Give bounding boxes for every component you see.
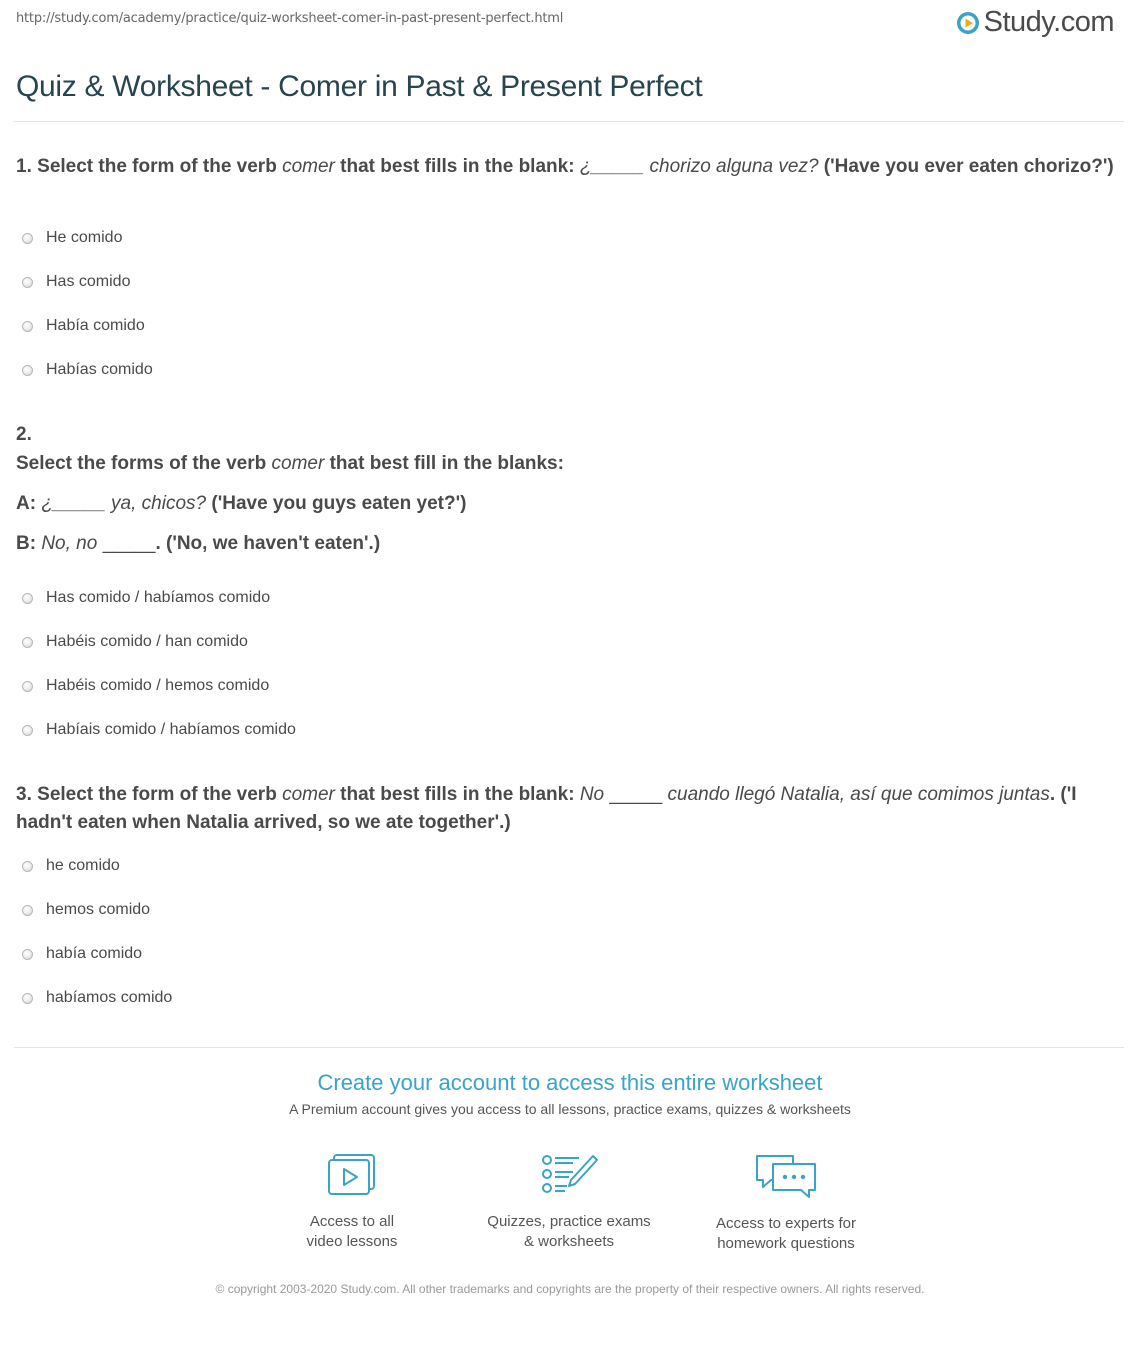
question-3-option[interactable]: habíamos comido (22, 987, 172, 1009)
create-account-link[interactable]: Create your account to access this entire worksheet (317, 1070, 823, 1095)
radio-button[interactable] (22, 905, 33, 916)
question-3-option[interactable]: he comido (22, 855, 120, 877)
question-2-option[interactable]: Habíais comido / habíamos comido (22, 719, 296, 741)
study-play-icon (955, 10, 981, 36)
radio-button[interactable] (22, 365, 33, 376)
radio-button[interactable] (22, 725, 33, 736)
divider (14, 121, 1124, 122)
logo-text: Study.com (983, 6, 1114, 38)
video-lessons-icon (326, 1152, 378, 1198)
page-url: http://study.com/academy/practice/quiz-worksheet-comer-in-past-present-perfect.html (16, 11, 564, 26)
study-logo[interactable] (955, 6, 1114, 39)
question-2-option[interactable]: Has comido / habíamos comido (22, 587, 270, 609)
question-1-option[interactable]: He comido (22, 227, 122, 249)
question-3-prompt: 3. Select the form of the verb comer that best fills in the blank: No _____ cuando llegó Natalia, así que comimos juntas. ('I hadn't eaten when Natalia arrived, so we ate together'.) (16, 784, 1077, 833)
question-2-line-a: A: ¿_____ ya, chicos? ('Have you guys eaten yet?') (16, 493, 467, 514)
quiz-checklist-icon (539, 1152, 599, 1198)
question-3-option[interactable]: había comido (22, 943, 142, 965)
radio-button[interactable] (22, 861, 33, 872)
feature-quizzes: Quizzes, practice exams & worksheets (469, 1152, 669, 1252)
feature-video-lessons: Access to all video lessons (252, 1152, 452, 1252)
question-1-option[interactable]: Has comido (22, 271, 130, 293)
radio-button[interactable] (22, 949, 33, 960)
feature-experts: Access to experts for homework questions (686, 1152, 886, 1254)
radio-button[interactable] (22, 277, 33, 288)
premium-description: A Premium account gives you access to all lessons, practice exams, quizzes & worksheets (289, 1101, 851, 1117)
radio-button[interactable] (22, 681, 33, 692)
radio-button[interactable] (22, 993, 33, 1004)
page-title: Quiz & Worksheet - Comer in Past & Present Perfect (16, 70, 703, 103)
question-2-option[interactable]: Habéis comido / hemos comido (22, 675, 269, 697)
radio-button[interactable] (22, 593, 33, 604)
copyright-text: © copyright 2003-2020 Study.com. All other trademarks and copyrights are the property of their respective owners. All rights reserved. (215, 1282, 925, 1296)
question-2-line-b: B: No, no _____. ('No, we haven't eaten'.) (16, 533, 381, 554)
question-1-option[interactable]: Habías comido (22, 359, 153, 381)
question-2-prompt: Select the forms of the verb comer that best fill in the blanks: (16, 453, 564, 474)
question-3-option[interactable]: hemos comido (22, 899, 150, 921)
question-2-option[interactable]: Habéis comido / han comido (22, 631, 248, 653)
expert-chat-icon (753, 1152, 819, 1200)
divider (14, 1047, 1124, 1048)
question-1-prompt: 1. Select the form of the verb comer that best fills in the blank: ¿_____ chorizo alguna vez? ('Have you ever eaten chorizo?') (16, 156, 1114, 177)
radio-button[interactable] (22, 233, 33, 244)
radio-button[interactable] (22, 321, 33, 332)
radio-button[interactable] (22, 637, 33, 648)
question-1-option[interactable]: Había comido (22, 315, 145, 337)
question-2-number: 2. (16, 424, 32, 445)
